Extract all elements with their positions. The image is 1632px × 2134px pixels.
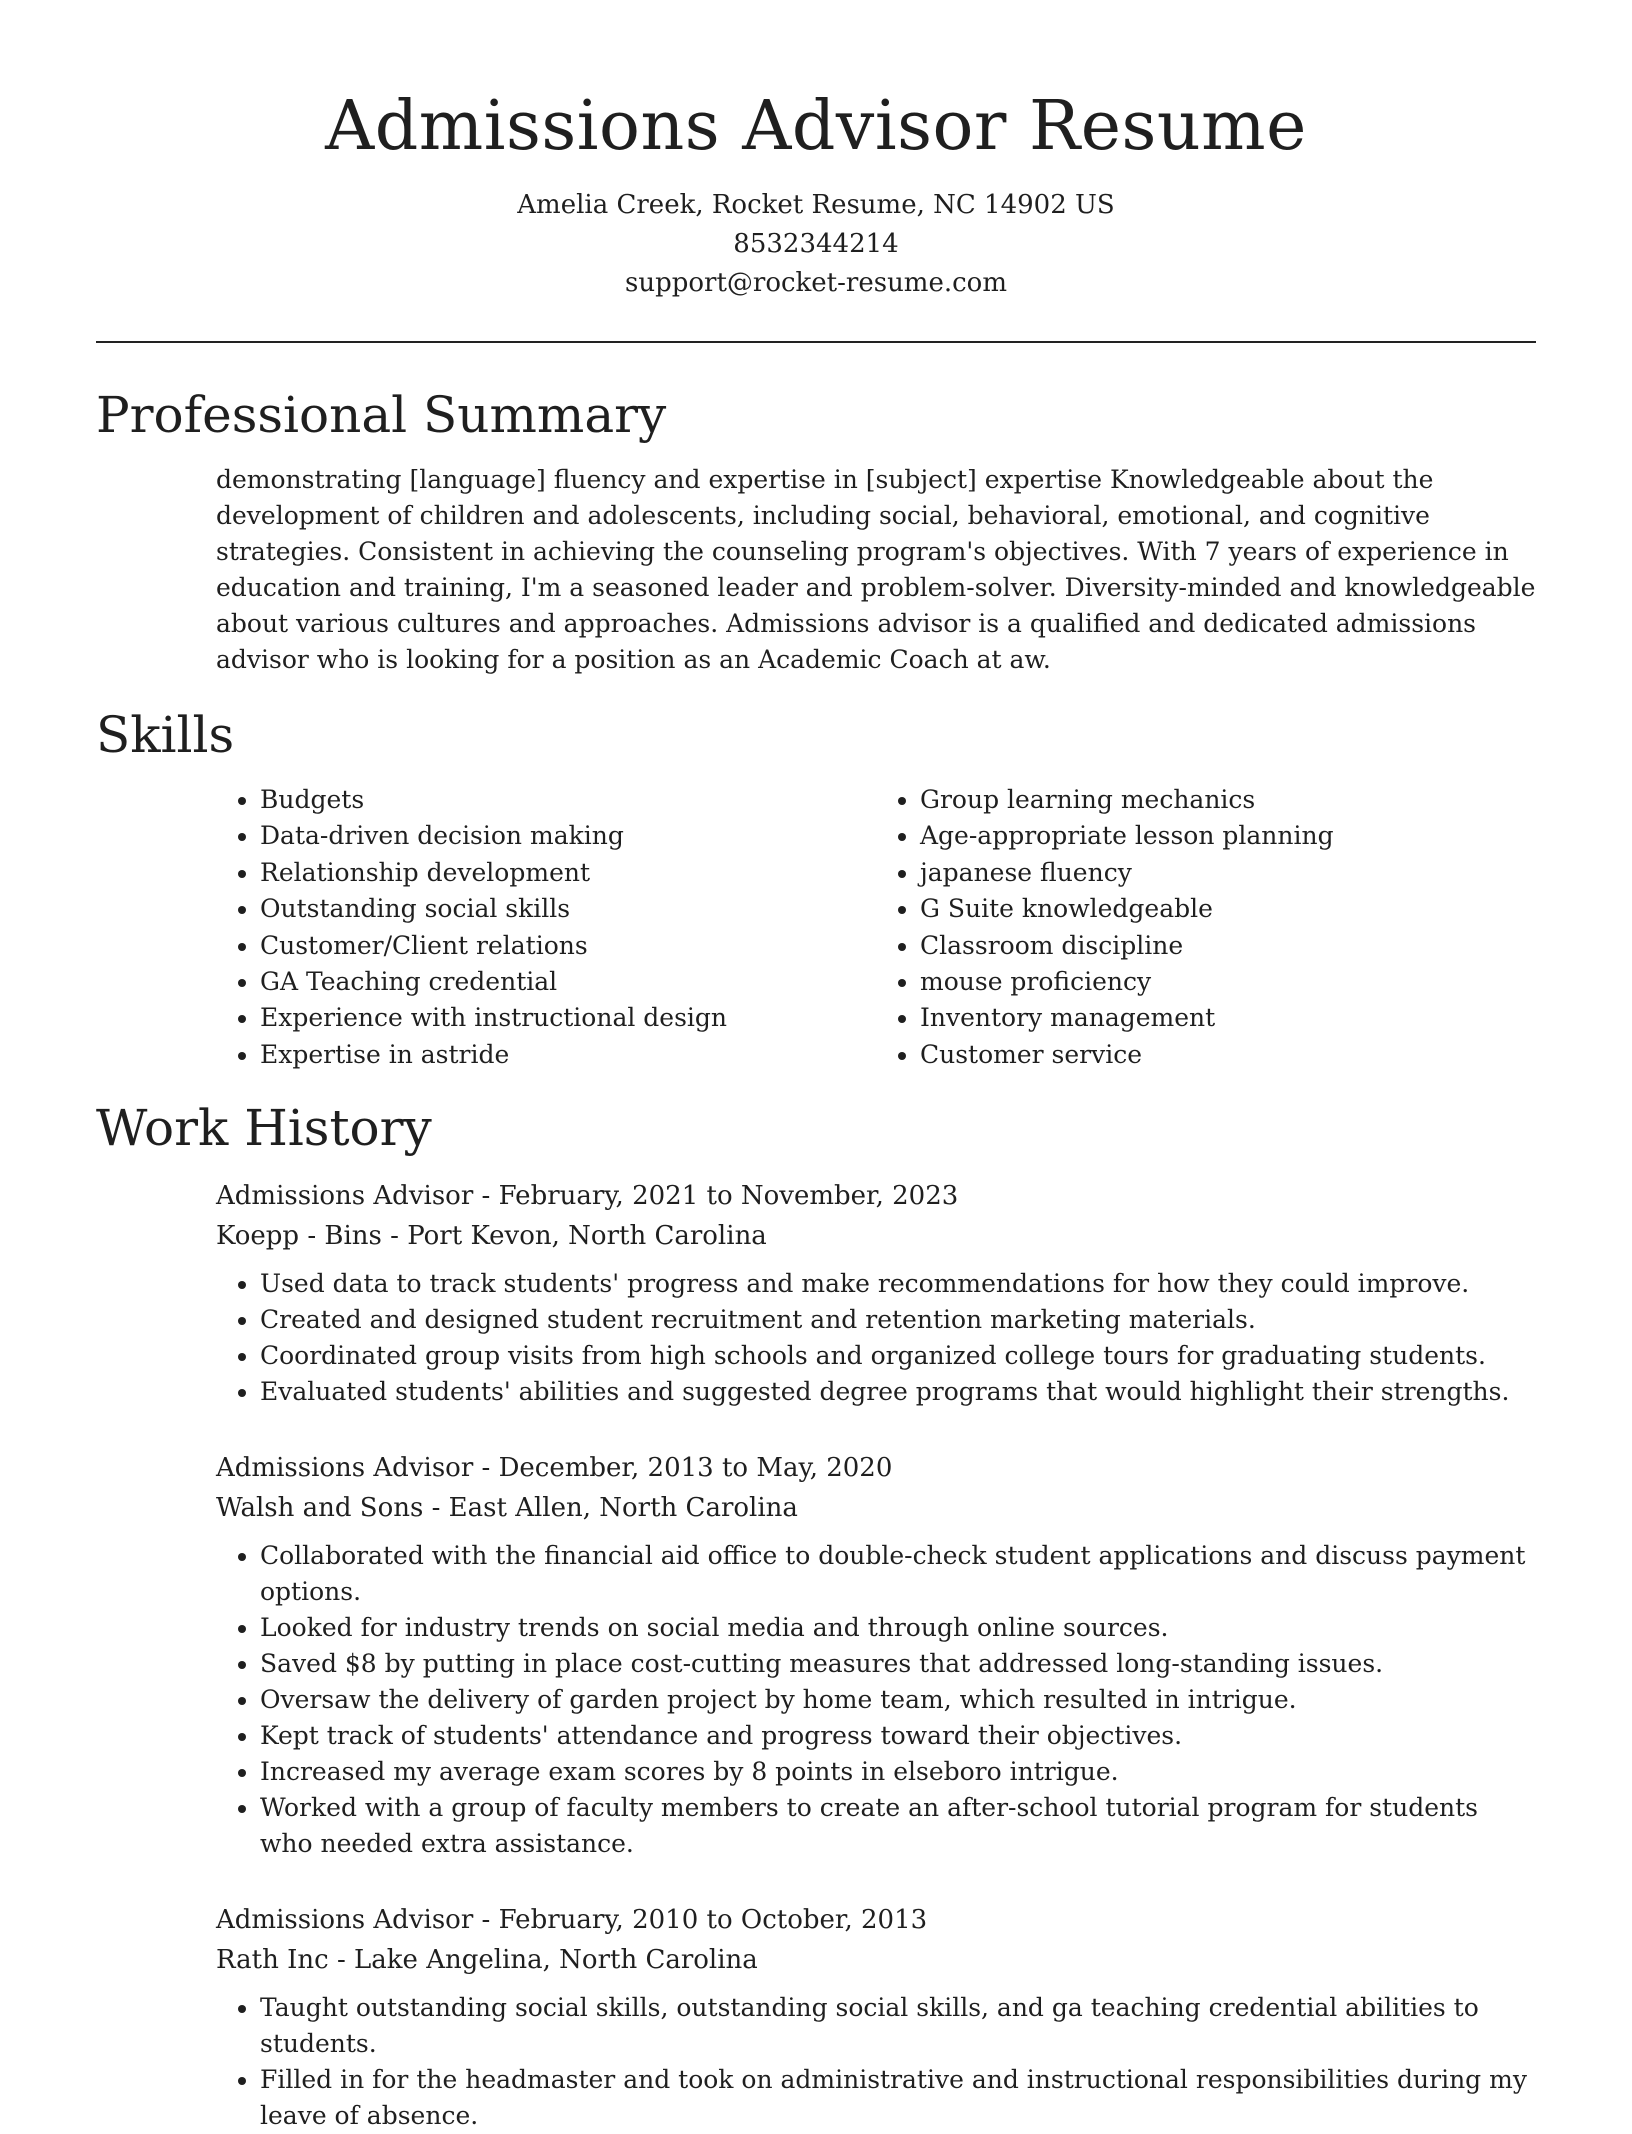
job-bullet: • Used data to track students' progress and make recommendations for how they could improve. <box>260 1266 1536 1302</box>
job-bullet: • Saved $8 by putting in place cost-cutting measures that addressed long-standing issues. <box>260 1646 1536 1682</box>
contact-email: support@rocket-resume.com <box>624 268 1007 298</box>
job-dates: - February, 2010 to October, 2013 <box>473 1905 928 1935</box>
job-bullets <box>216 1266 1536 1410</box>
job-bullets <box>216 1538 1536 1862</box>
resume-header <box>0 0 1632 303</box>
skill-item: • Age-appropriate lesson planning <box>920 818 1536 854</box>
job-company-line <box>216 1216 1536 1256</box>
skill-item: • Budgets <box>260 782 876 818</box>
skill-item: • Relationship development <box>260 855 876 891</box>
skill-item: • G Suite knowledgeable <box>920 891 1536 927</box>
job-role: Admissions Advisor <box>216 1453 474 1483</box>
job-bullet: • Collaborated with the financial aid office to double-check student applications and discuss payment options. <box>260 1538 1536 1610</box>
job-bullet: • Created and designed student recruitment and retention marketing materials. <box>260 1302 1536 1338</box>
job-entry <box>216 1448 1536 1862</box>
skill-item: • Outstanding social skills <box>260 891 876 927</box>
skills-column-right <box>876 782 1536 1073</box>
page-title: Admissions Advisor Resume <box>325 87 1307 166</box>
job-location: - Lake Angelina, North Carolina <box>328 1945 758 1975</box>
skill-item: • mouse proficiency <box>920 964 1536 1000</box>
job-bullet: • Evaluated students' abilities and suggested degree programs that would highlight their strengths. <box>260 1374 1536 1410</box>
job-location: - East Allen, North Carolina <box>423 1493 798 1523</box>
job-entry <box>216 1900 1536 2134</box>
job-company: Rath Inc <box>216 1945 329 1975</box>
skill-item: • Group learning mechanics <box>920 782 1536 818</box>
skill-item: • Classroom discipline <box>920 928 1536 964</box>
job-bullet: • Taught outstanding social skills, outstanding social skills, and ga teaching credential abilities to students. <box>260 1990 1536 2062</box>
job-dates: - December, 2013 to May, 2020 <box>473 1453 893 1483</box>
skills-list <box>216 782 1536 1073</box>
job-company: Walsh and Sons <box>216 1493 424 1523</box>
job-company-line <box>216 1940 1536 1980</box>
header-divider <box>96 341 1536 343</box>
skills-column-left <box>216 782 876 1073</box>
skill-item: • japanese fluency <box>920 855 1536 891</box>
job-dates: - February, 2021 to November, 2023 <box>473 1181 959 1211</box>
skill-item: • Inventory management <box>920 1000 1536 1036</box>
summary-text: demonstrating [language] fluency and expertise in [subject] expertise Knowledgeable about the development of children and adolescents, including social, behavioral, emotional, and cognitive strategies. Consistent in achieving the counseling program's objectives. With 7 years of experience in education and training, I'm a seasoned leader and problem-solver. Diversity-minded and knowledgeable about various cultures and approaches. Admissions advisor is a qualified and dedicated admissions advisor who is looking for a position as an Academic Coach at aw. <box>216 465 1536 674</box>
job-company: Koepp - Bins <box>216 1221 382 1251</box>
job-bullet: • Filled in for the headmaster and took on administrative and instructional responsibilities during my leave of absence. <box>260 2062 1536 2134</box>
job-bullet: • Worked with a group of faculty members to create an after-school tutorial program for students who needed extra assistance. <box>260 1790 1536 1862</box>
job-company-line <box>216 1488 1536 1528</box>
job-role: Admissions Advisor <box>216 1905 474 1935</box>
contact-phone: 8532344214 <box>733 229 899 259</box>
skill-item: • Expertise in astride <box>260 1037 876 1073</box>
job-bullet: • Kept track of students' attendance and progress toward their objectives. <box>260 1718 1536 1754</box>
work-history-heading: Work History <box>96 1099 432 1157</box>
skill-item: • GA Teaching credential <box>260 964 876 1000</box>
job-title-line <box>216 1900 1536 1940</box>
job-role: Admissions Advisor <box>216 1181 474 1211</box>
job-bullet: • Increased my average exam scores by 8 points in elseboro intrigue. <box>260 1754 1536 1790</box>
summary-heading: Professional Summary <box>96 386 667 444</box>
job-entry <box>216 1176 1536 1410</box>
job-title-line <box>216 1448 1536 1488</box>
contact-address: Amelia Creek, Rocket Resume, NC 14902 US <box>517 190 1115 220</box>
job-location: - Port Kevon, North Carolina <box>381 1221 767 1251</box>
skill-item: • Customer service <box>920 1037 1536 1073</box>
job-bullet: • Coordinated group visits from high schools and organized college tours for graduating students. <box>260 1338 1536 1374</box>
job-title-line <box>216 1176 1536 1216</box>
skill-item: • Data-driven decision making <box>260 818 876 854</box>
skills-heading: Skills <box>96 706 235 764</box>
contact-block <box>0 186 1632 303</box>
skill-item: • Experience with instructional design <box>260 1000 876 1036</box>
skill-item: • Customer/Client relations <box>260 928 876 964</box>
job-bullet: • Looked for industry trends on social media and through online sources. <box>260 1610 1536 1646</box>
job-bullets <box>216 1990 1536 2134</box>
job-bullet: • Oversaw the delivery of garden project by home team, which resulted in intrigue. <box>260 1682 1536 1718</box>
